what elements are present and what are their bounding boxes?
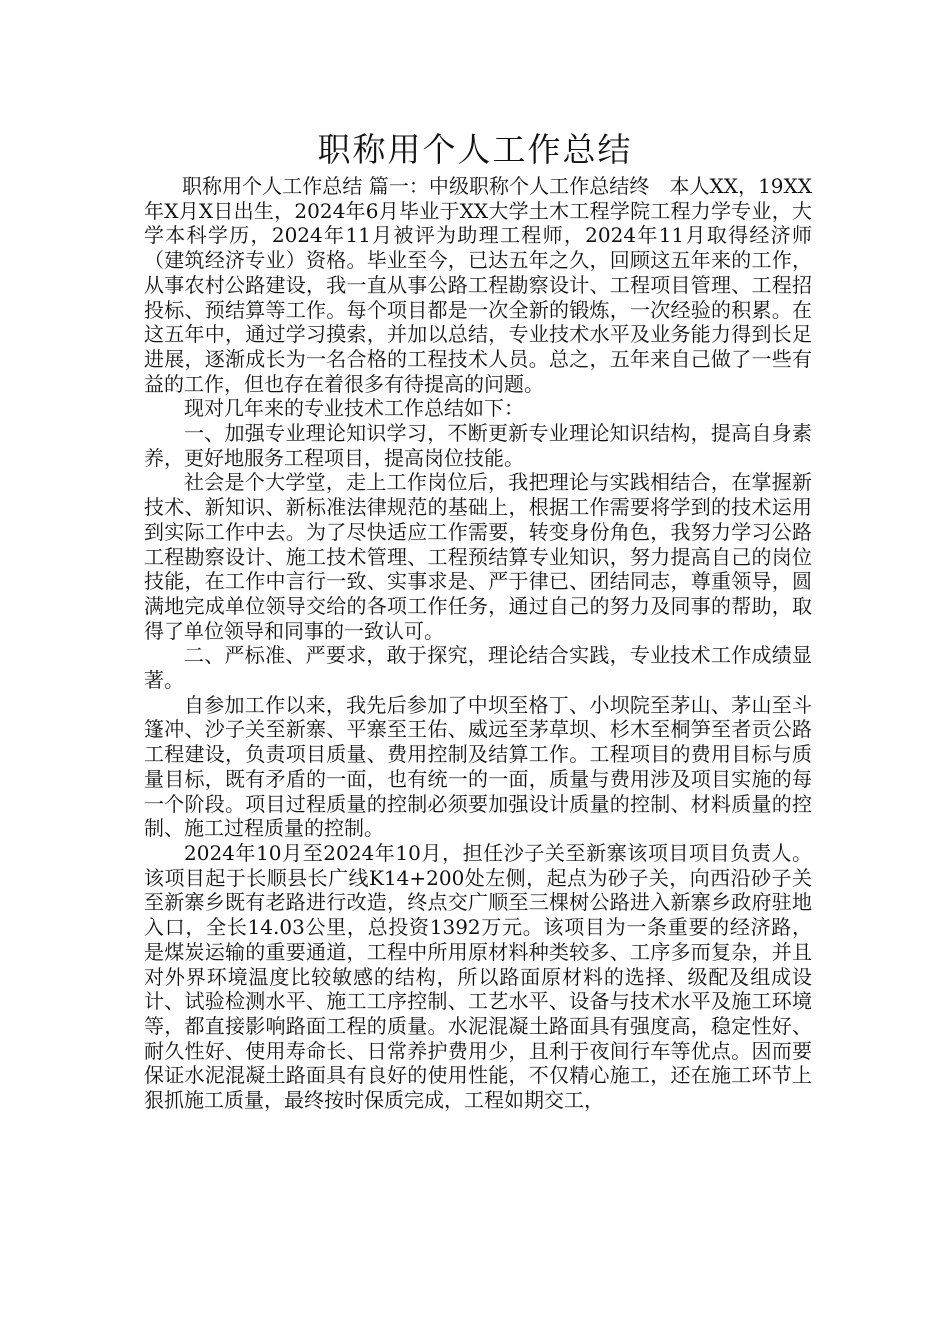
paragraph-intro: 职称用个人工作总结 篇一：中级职称个人工作总结终 本人XX，19XX年X月X日出生，2024年6月毕业于XX大学土木工程学院工程力学专业，大学本科学历，2024年11月被评为助理工程师，2024年11月取得经济师（建筑经济专业）资格。毕业至今，已达五年之久，回顾这五年来的工作，从事农村公路建设，我一直从事公路工程勘察设计、工程项目管理、工程招投标、预结算等工作。每个项目都是一次全新的锻炼，一次经验的积累。在这五年中，通过学习摸索，并加以总结，专业技术水平及业务能力得到长足进展，逐渐成长为一名合格的工程技术人员。总之，五年来自己做了一些有益的工作，但也存在着很多有待提高的问题。 [144,174,812,396]
paragraph-section-two-body: 自参加工作以来，我先后参加了中坝至格丁、小坝院至茅山、茅山至斗篷冲、沙子关至新寨、平寨至王佑、威远至茅草坝、杉木至桐笋至者贡公路工程建设，负责项目质量、费用控制及结算工作。工程项目的费用目标与质量目标，既有矛盾的一面，也有统一的一面，质量与费用涉及项目实施的每一个阶段。项目过程质量的控制必须要加强设计质量的控制、材料质量的控制、施工过程质量的控制。 [144,692,812,841]
paragraph-section-one-heading: 一、加强专业理论知识学习，不断更新专业理论知识结构，提高自身素养，更好地服务工程项目，提高岗位技能。 [144,421,812,470]
document-body [144,174,812,1113]
paragraph-section-one-body: 社会是个大学堂，走上工作岗位后，我把理论与实践相结合，在掌握新技术、新知识、新标准法律规范的基础上，根据工作需要将学到的技术运用到实际工作中去。为了尽快适应工作需要，转变身份角色，我努力学习公路工程勘察设计、施工技术管理、工程预结算专业知识，努力提高自己的岗位技能，在工作中言行一致、实事求是、严于律已、团结同志，尊重领导，圆满地完成单位领导交给的各项工作任务，通过自己的努力及同事的帮助，取得了单位领导和同事的一致认可。 [144,470,812,643]
document-title: 职称用个人工作总结 [317,130,633,169]
paragraph-summary-lead: 现对几年来的专业技术工作总结如下： [184,396,524,421]
paragraph-section-two-heading: 二、严标准、严要求，敢于探究，理论结合实践，专业技术工作成绩显著。 [144,643,812,693]
paragraph-project-details: 2024年10月至2024年10月，担任沙子关至新寨该项目项目负责人。该项目起于长顺县长广线K14+200处左侧，起点为砂子关，向西沿砂子关至新寨乡既有老路进行改造，终点交广顺至三棵树公路进入新寨乡政府驻地入口，全长14.03公里，总投资1392万元。该项目为一条重要的经济路，是煤炭运输的重要通道，工程中所用原材料种类较多、工序多而复杂，并且对外界环境温度比较敏感的结构，所以路面原材料的选择、级配及组成设计、试验检测水平、施工工序控制、工艺水平、设备与技术水平及施工环境等，都直接影响路面工程的质量。水泥混凝土路面具有强度高，稳定性好、耐久性好、使用寿命长、日常养护费用少，且利于夜间行车等优点。因而要保证水泥混凝土路面具有良好的使用性能，不仅精心施工，还在施工环节上狠抓施工质量，最终按时保质完成，工程如期交工， [144,840,812,1113]
